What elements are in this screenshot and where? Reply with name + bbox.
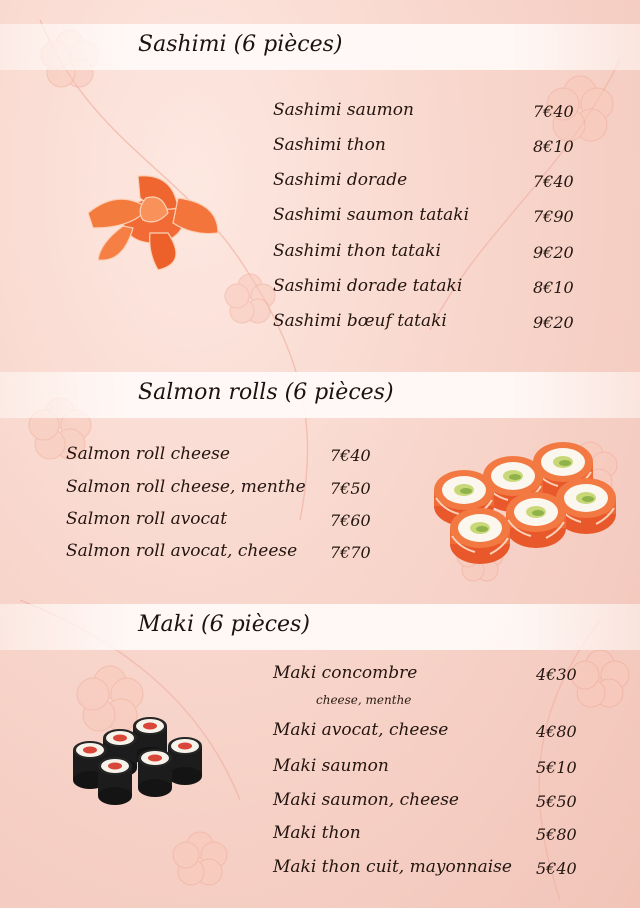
menu-item-price: 8€10 — [533, 137, 574, 156]
menu-item-name: Maki thon — [273, 823, 361, 843]
menu-item-name: Sashimi saumon — [273, 100, 414, 120]
menu-item-price: 7€40 — [330, 446, 371, 465]
menu-item-name: Salmon roll avocat — [66, 509, 228, 529]
menu-item-price: 4€80 — [536, 722, 577, 741]
menu-item-note: cheese, menthe — [316, 693, 412, 707]
menu-item-name: Salmon roll cheese — [66, 444, 230, 464]
section-title-salmon-rolls: Salmon rolls (6 pièces) — [138, 380, 394, 405]
menu-item-price: 9€20 — [533, 313, 574, 332]
menu-item-name: Maki saumon, cheese — [273, 790, 459, 810]
menu-item-name: Maki concombre — [273, 663, 418, 683]
menu-item-name: Maki avocat, cheese — [273, 720, 449, 740]
menu-item-price: 7€50 — [330, 479, 371, 498]
section-title-sashimi: Sashimi (6 pièces) — [138, 32, 343, 57]
section-title-maki: Maki (6 pièces) — [138, 612, 310, 637]
menu-item-price: 5€40 — [536, 859, 577, 878]
menu-item-price: 5€80 — [536, 825, 577, 844]
menu-item-name: Sashimi dorade — [273, 170, 408, 190]
maki-image — [70, 716, 210, 816]
salmon-roll-image — [428, 440, 618, 570]
menu-item-name: Sashimi thon — [273, 135, 386, 155]
menu-item-name: Sashimi dorade tataki — [273, 276, 463, 296]
menu-item-name: Sashimi bœuf tataki — [273, 311, 447, 331]
menu-item-name: Sashimi saumon tataki — [273, 205, 470, 225]
menu-item-name: Sashimi thon tataki — [273, 241, 441, 261]
menu-item-price: 8€10 — [533, 278, 574, 297]
menu-item-name: Salmon roll avocat, cheese — [66, 541, 298, 561]
menu-item-price: 7€60 — [330, 511, 371, 530]
menu-item-name: Maki thon cuit, mayonnaise — [273, 857, 512, 877]
menu-item-price: 7€70 — [330, 543, 371, 562]
menu-item-price: 7€90 — [533, 207, 574, 226]
menu-item-price: 5€50 — [536, 792, 577, 811]
menu-item-price: 7€40 — [533, 102, 574, 121]
menu-item-price: 4€30 — [536, 665, 577, 684]
menu-item-price: 5€10 — [536, 758, 577, 777]
salmon-sashimi-rose-image — [78, 168, 228, 274]
menu-item-name: Maki saumon — [273, 756, 389, 776]
menu-item-price: 9€20 — [533, 243, 574, 262]
menu-item-price: 7€40 — [533, 172, 574, 191]
section-header-band — [0, 604, 640, 650]
menu-item-name: Salmon roll cheese, menthe — [66, 477, 306, 497]
